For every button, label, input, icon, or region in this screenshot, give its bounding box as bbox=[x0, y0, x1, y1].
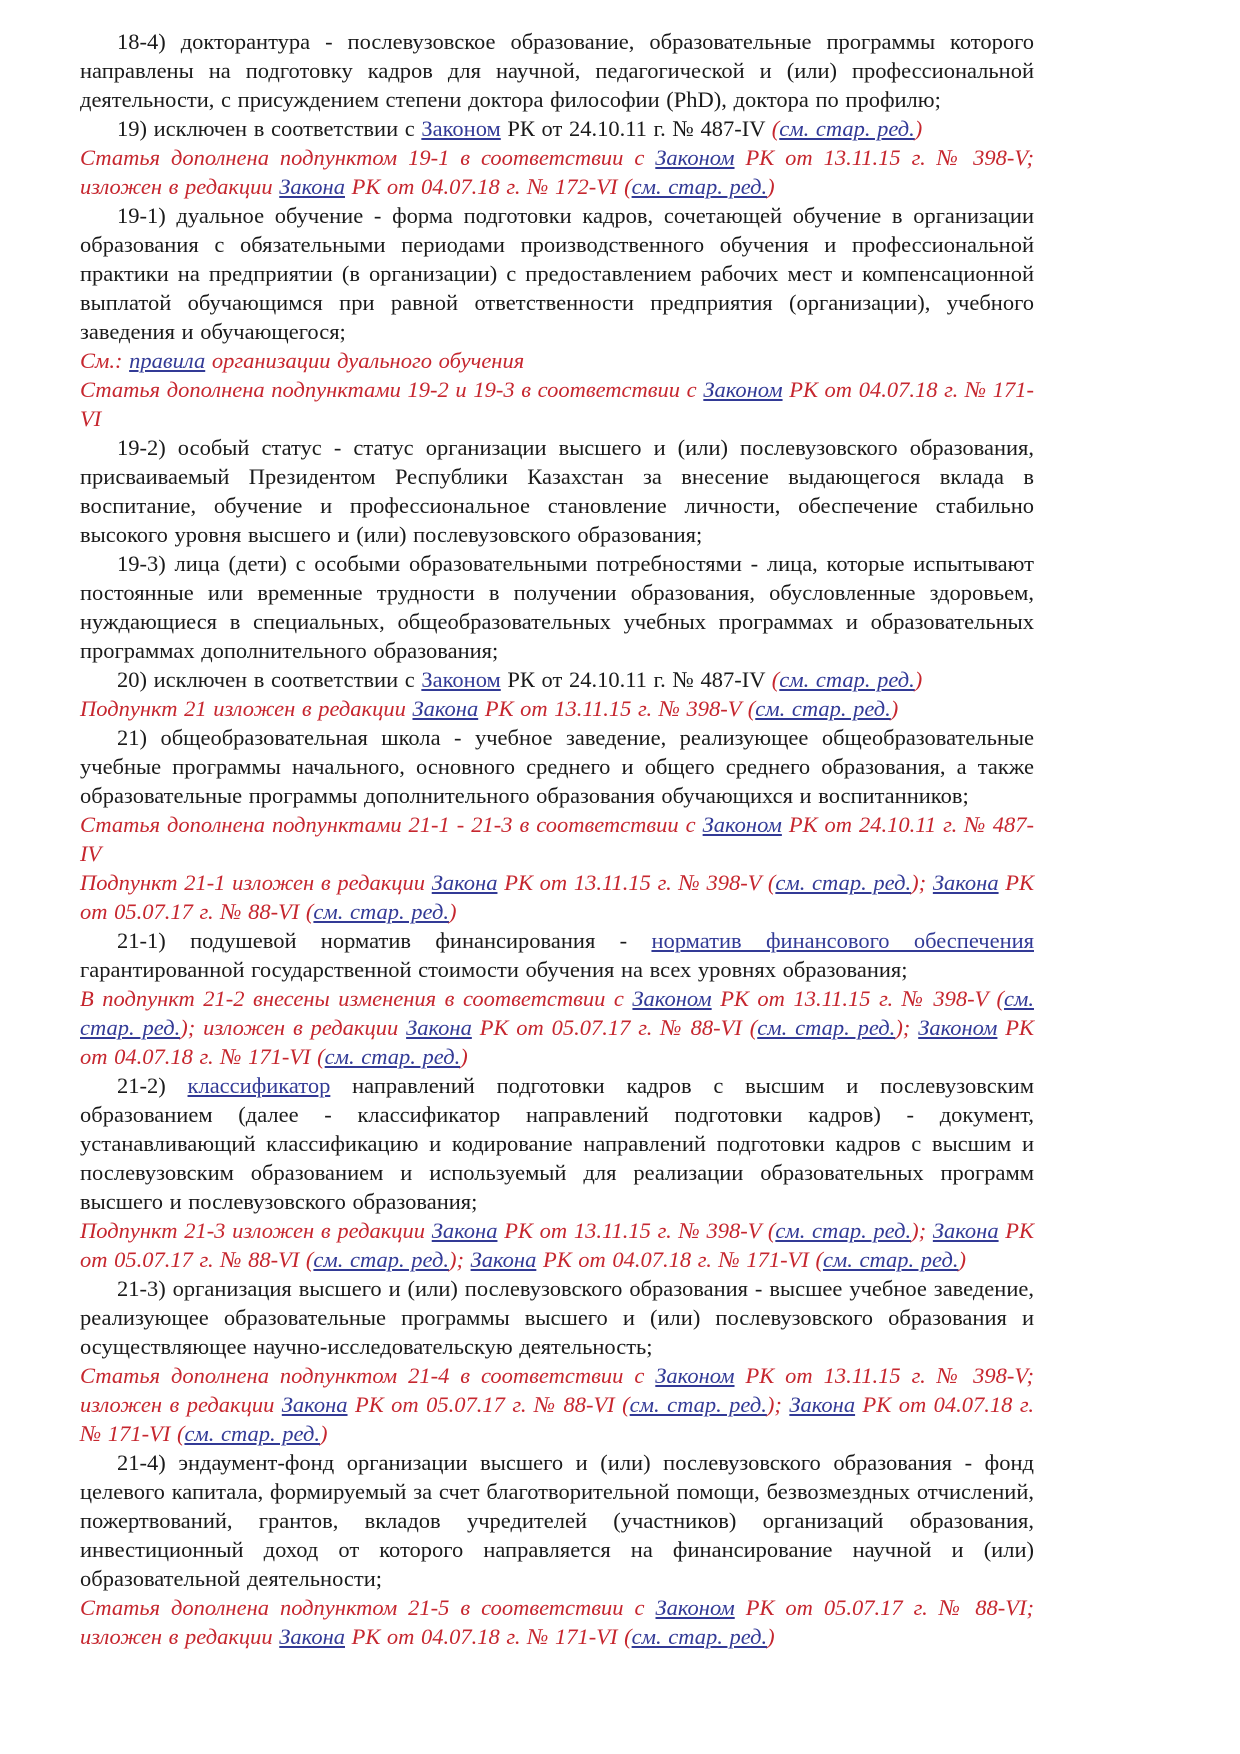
amendment-note-paragraph bbox=[80, 1216, 1034, 1274]
text-run: 18-4) докторантура - послевузовское образование, образовательные программы которого направлены на подготовку кадров для научной, педагогической и (или) профессиональной деятельности, с присуждением степени доктора философии (PhD), доктора по профилю; bbox=[80, 29, 1034, 112]
text-run: ) bbox=[958, 1247, 966, 1272]
hyperlink[interactable]: см. стар. ред. bbox=[631, 174, 768, 199]
text-run: Статья дополнена подпунктом 21-4 в соответствии с bbox=[80, 1363, 656, 1388]
hyperlink[interactable]: см. стар. ред. bbox=[755, 696, 891, 721]
text-run: ) bbox=[319, 1421, 328, 1446]
amendment-note-paragraph bbox=[80, 1593, 1034, 1651]
amendment-note-paragraph bbox=[80, 868, 1034, 926]
text-run: РК от 04.07.18 г. № 172-VI ( bbox=[344, 174, 632, 199]
text-run: ); bbox=[448, 1247, 471, 1272]
law-text-paragraph bbox=[80, 723, 1034, 810]
text-run: ) bbox=[767, 1624, 775, 1649]
hyperlink[interactable]: см. стар. ред. bbox=[80, 986, 1034, 1040]
hyperlink[interactable]: см. стар. ред. bbox=[822, 1247, 959, 1272]
hyperlink[interactable]: Закона bbox=[932, 870, 999, 895]
amendment-note-paragraph bbox=[80, 346, 1034, 375]
hyperlink[interactable]: Законом bbox=[655, 1363, 735, 1388]
text-run: Подпункт 21-3 изложен в редакции bbox=[80, 1218, 432, 1243]
text-run: ) bbox=[890, 696, 899, 721]
text-run: 19) исключен в соответствии с bbox=[117, 116, 422, 141]
text-run: ) bbox=[448, 899, 457, 924]
law-text-paragraph bbox=[80, 433, 1034, 549]
hyperlink[interactable]: Закона bbox=[281, 1392, 348, 1417]
text-run: Статья дополнена подпунктами 21-1 - 21-3 в соответствии с bbox=[80, 812, 703, 837]
hyperlink[interactable]: Законом bbox=[703, 377, 783, 402]
text-run: 19-1) дуальное обучение - форма подготовки кадров, сочетающей обучение в организации образования с обязательными периодами производственного обучения и профессиональной практики на предприятии (в организации) с предоставлением рабочих мест и компенсационной выплатой обучающимся при равной ответственности предприятия (организации), учебного заведения и обучающегося; bbox=[80, 203, 1034, 344]
text-run: РК от 05.07.17 г. № 88-VI ( bbox=[80, 1218, 1034, 1272]
text-run: 21-3) организация высшего и (или) послевузовского образования - высшее учебное заведение, реализующее образовательные программы высшего и (или) послевузовского образования и осуществляющее научно-исследовательскую деятельность; bbox=[80, 1276, 1034, 1359]
hyperlink[interactable]: Закона bbox=[431, 870, 498, 895]
hyperlink[interactable]: см. стар. ред. bbox=[631, 1624, 768, 1649]
text-run: 21) общеобразовательная школа - учебное заведение, реализующее общеобразовательные учебные программы начального, основного среднего и общего среднего образования, а также образовательные программы дополнительного образования обучающихся и воспитанников; bbox=[80, 725, 1034, 808]
text-run: ) bbox=[460, 1044, 468, 1069]
text-run: ( bbox=[771, 667, 780, 692]
text-run: РК от 04.07.18 г. № 171-VI ( bbox=[536, 1247, 823, 1272]
amendment-note-paragraph bbox=[80, 375, 1034, 433]
text-run: РК от 04.07.18 г. № 171-VI bbox=[80, 377, 1034, 431]
hyperlink[interactable]: норматив финансового обеспечения bbox=[651, 928, 1034, 953]
law-text-paragraph bbox=[80, 1448, 1034, 1593]
text-run: РК от 24.10.11 г. № 487-IV bbox=[500, 667, 772, 692]
text-run: РК от 04.07.18 г. № 171-VI ( bbox=[80, 1392, 1034, 1446]
hyperlink[interactable]: Закона bbox=[431, 1218, 498, 1243]
hyperlink[interactable]: Законом bbox=[655, 1595, 735, 1620]
hyperlink[interactable]: см. стар. ред. bbox=[775, 1218, 912, 1243]
amendment-note-paragraph bbox=[80, 810, 1034, 868]
hyperlink[interactable]: Закона bbox=[789, 1392, 856, 1417]
text-run: 21-4) эндаумент-фонд организации высшего и (или) послевузовского образования - фонд целевого капитала, формируемый за счет благотворительной помощи, безвозмездных отчислений, пожертвований, грантов, вкладов учредителей (участников) организаций образования, инвестиционный доход от которого направляется на финансирование научной и (или) образовательной деятельности; bbox=[80, 1450, 1034, 1591]
amendment-note-paragraph bbox=[80, 143, 1034, 201]
hyperlink[interactable]: см. стар. ред. bbox=[775, 870, 912, 895]
law-text-paragraph bbox=[80, 665, 1034, 694]
hyperlink[interactable]: см. стар. ред. bbox=[184, 1421, 320, 1446]
amendment-note-paragraph bbox=[80, 694, 1034, 723]
amendment-note-paragraph bbox=[80, 1361, 1034, 1448]
law-text-paragraph bbox=[80, 926, 1034, 984]
hyperlink[interactable]: Закона bbox=[412, 696, 479, 721]
hyperlink[interactable]: см. стар. ред. bbox=[779, 667, 915, 692]
hyperlink[interactable]: Закона bbox=[470, 1247, 537, 1272]
text-run: Статья дополнена подпунктом 19-1 в соответствии с bbox=[80, 145, 656, 170]
text-run: В подпункт 21-2 внесены изменения в соответствии с bbox=[80, 986, 633, 1011]
hyperlink[interactable]: Законом bbox=[632, 986, 712, 1011]
text-run: 20) исключен в соответствии с bbox=[117, 667, 422, 692]
text-run: 21-1) подушевой норматив финансирования - bbox=[117, 928, 652, 953]
text-run: организации дуального обучения bbox=[205, 348, 525, 373]
law-text-paragraph bbox=[80, 114, 1034, 143]
text-run: Подпункт 21 изложен в редакции bbox=[80, 696, 413, 721]
text-run: Статья дополнена подпунктами 19-2 и 19-3 в соответствии с bbox=[80, 377, 704, 402]
text-run: РК от 24.10.11 г. № 487-IV bbox=[80, 812, 1035, 866]
hyperlink[interactable]: Законом bbox=[702, 812, 782, 837]
hyperlink[interactable]: Закона bbox=[279, 1624, 345, 1649]
text-run: 21-2) bbox=[117, 1073, 188, 1098]
text-run: ) bbox=[914, 116, 923, 141]
text-run: ); bbox=[911, 870, 933, 895]
amendment-note-paragraph bbox=[80, 984, 1034, 1071]
text-run: ) bbox=[767, 174, 775, 199]
text-run: 19-2) особый статус - статус организации высшего и (или) послевузовского образования, присваиваемый Президентом Республики Казахстан за внесение выдающегося вклада в воспитание, обучение и профессиональное становление личности, обеспечение стабильно высокого уровня высшего и (или) послевузовского образования; bbox=[80, 435, 1034, 547]
hyperlink[interactable]: правила bbox=[129, 348, 206, 373]
law-text-paragraph bbox=[80, 27, 1034, 114]
law-text-paragraph bbox=[80, 1071, 1034, 1216]
text-run: ); bbox=[911, 1218, 933, 1243]
hyperlink[interactable]: Законом bbox=[421, 667, 501, 692]
text-run: гарантированной государственной стоимости обучения на всех уровнях образования; bbox=[80, 957, 908, 982]
text-run: РК от 13.11.15 г. № 398-V ( bbox=[497, 1218, 776, 1243]
text-run: РК от 05.07.17 г. № 88-VI ( bbox=[80, 870, 1034, 924]
hyperlink[interactable]: см. стар. ред. bbox=[324, 1044, 461, 1069]
text-run: РК от 13.11.15 г. № 398-V ( bbox=[711, 986, 1004, 1011]
hyperlink[interactable]: см. стар. ред. bbox=[313, 899, 449, 924]
hyperlink[interactable]: см. стар. ред. bbox=[757, 1015, 896, 1040]
text-run: 19-3) лица (дети) с особыми образовательными потребностями - лица, которые испытывают постоянные или временные трудности в получении образования, обусловленные здоровьем, нуждающиеся в специальных, общеобразовательных учебных программах и образовательных программах дополнительного образования; bbox=[80, 551, 1034, 663]
text-run: ); bbox=[766, 1392, 790, 1417]
text-run: Подпункт 21-1 изложен в редакции bbox=[80, 870, 432, 895]
text-run: ( bbox=[771, 116, 780, 141]
hyperlink[interactable]: Законом bbox=[421, 116, 501, 141]
text-run: РК от 04.07.18 г. № 171-VI ( bbox=[80, 1015, 1034, 1069]
text-run: См.: bbox=[80, 348, 130, 373]
hyperlink[interactable]: см. стар. ред. bbox=[629, 1392, 767, 1417]
hyperlink[interactable]: Закона bbox=[932, 1218, 999, 1243]
text-run: ); bbox=[895, 1015, 919, 1040]
text-run: РК от 05.07.17 г. № 88-VI ( bbox=[471, 1015, 758, 1040]
text-run: РК от 05.07.17 г. № 88-VI ( bbox=[347, 1392, 630, 1417]
text-run: ) bbox=[914, 667, 923, 692]
law-text-paragraph bbox=[80, 549, 1034, 665]
text-run: в редакции bbox=[168, 1624, 280, 1649]
text-run: РК от 24.10.11 г. № 487-IV bbox=[500, 116, 772, 141]
hyperlink[interactable]: классификатор bbox=[187, 1073, 331, 1098]
text-run: Статья дополнена подпунктом 21-5 в соответствии с bbox=[80, 1595, 656, 1620]
hyperlink[interactable]: см. стар. ред. bbox=[779, 116, 915, 141]
hyperlink[interactable]: Законом bbox=[918, 1015, 998, 1040]
hyperlink[interactable]: Закона bbox=[406, 1015, 472, 1040]
hyperlink[interactable]: см. стар. ред. bbox=[313, 1247, 449, 1272]
text-run: РК от 13.11.15 г. № 398-V ( bbox=[478, 696, 756, 721]
law-text-paragraph bbox=[80, 201, 1034, 346]
text-run: ); изложен в редакции bbox=[180, 1015, 407, 1040]
text-run: РК от 13.11.15 г. № 398-V ( bbox=[497, 870, 776, 895]
text-run: РК от 13.11.15 г. № 398-V; изложен в редакции bbox=[80, 145, 1034, 199]
text-run: РК от 05.07.17 г. № 88-VI; изложен bbox=[80, 1595, 1034, 1649]
law-text-paragraph bbox=[80, 1274, 1034, 1361]
text-run: РК от 13.11.15 г. № 398-V; изложен в редакции bbox=[80, 1363, 1034, 1417]
text-run: направлений подготовки кадров с высшим и послевузовским образованием (далее - классификатор направлений подготовки кадров) - документ, устанавливающий классификацию и кодирование направлений подготовки кадров с высшим и послевузовским образованием и используемый для реализации образовательных программ высшего и послевузовского образования; bbox=[80, 1073, 1034, 1214]
text-run: РК от 04.07.18 г. № 171-VI ( bbox=[345, 1624, 632, 1649]
hyperlink[interactable]: Закона bbox=[279, 174, 345, 199]
hyperlink[interactable]: Законом bbox=[655, 145, 735, 170]
